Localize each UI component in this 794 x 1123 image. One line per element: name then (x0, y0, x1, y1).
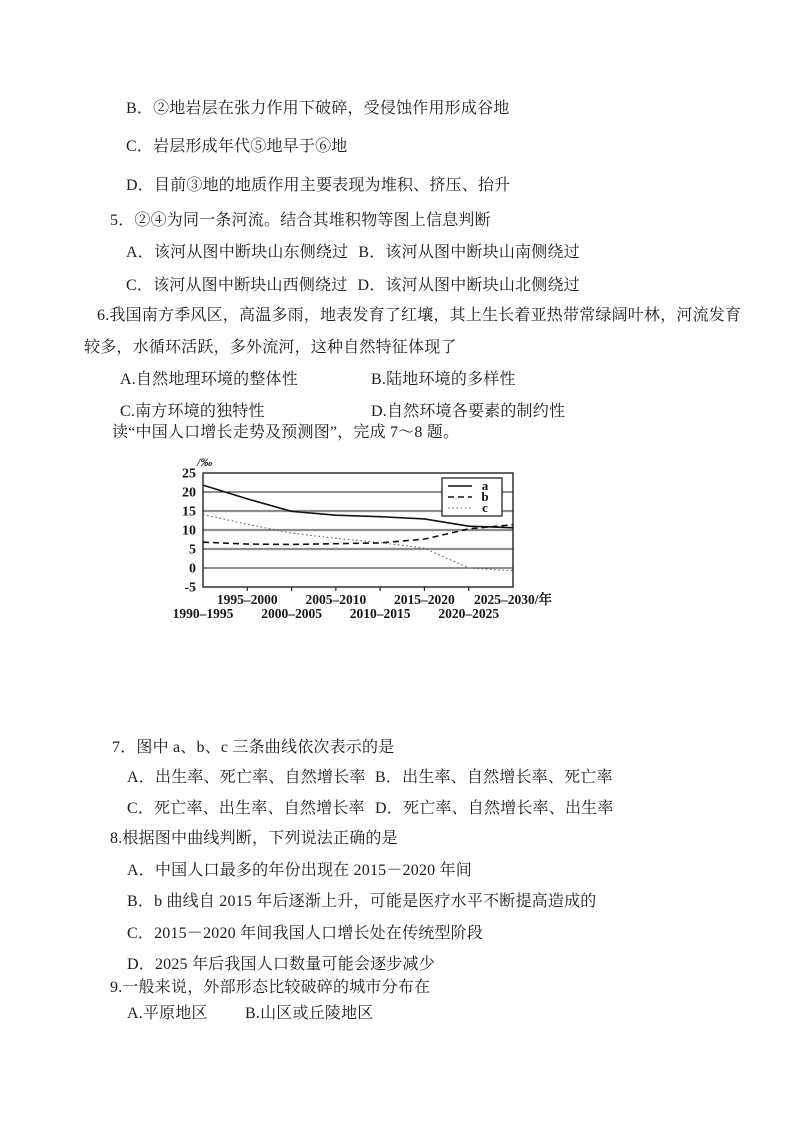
option-7c: C．死亡率、出生率、自然增长率 (127, 800, 365, 817)
question6-options-cd (120, 402, 565, 422)
svg-text:1990–1995: 1990–1995 (172, 606, 234, 621)
question5-options-cd (126, 276, 580, 296)
svg-text:2015–2020: 2015–2020 (394, 592, 455, 607)
option-5b: B．该河从图中断块山南侧绕过 (358, 244, 580, 261)
option-5d: D．该河从图中断块山北侧绕过 (357, 277, 580, 294)
svg-text:c: c (482, 500, 488, 515)
svg-text:b: b (481, 489, 489, 504)
option-7b: B．出生率、自然增长率、死亡率 (375, 769, 613, 786)
option-6b: B.陆地环境的多样性 (371, 371, 516, 388)
option-8b: B．b 曲线自 2015 年后逐渐上升，可能是医疗水平不断提高造成的 (127, 893, 597, 910)
option-6c: C.南方环境的独特性 (120, 403, 265, 420)
option-8c: C．2015－2020 年间我国人口增长处在传统型阶段 (127, 925, 484, 942)
svg-text:/‰: /‰ (197, 455, 213, 469)
option-7d: D．死亡率、自然增长率、出生率 (375, 800, 614, 817)
chart-intro-text: 读“中国人口增长走势及预测图”，完成 7～8 题。 (112, 424, 460, 441)
question6-stem-line1: 6.我国南方季风区，高温多雨，地表发育了红壤，其上生长着亚热带常绿阔叶林，河流发育 (97, 307, 742, 324)
option-5c: C．该河从图中断块山西侧绕过 (126, 277, 348, 294)
question9-options-ab (127, 1004, 373, 1024)
svg-text:20: 20 (182, 485, 196, 501)
prev-option-c: C．岩层形成年代⑤地早于⑥地 (126, 138, 348, 155)
option-6d: D.自然环境各要素的制约性 (371, 403, 566, 420)
prev-option-d: D．目前③地的地质作用主要表现为堆积、挤压、抬升 (126, 177, 511, 194)
svg-text:5: 5 (189, 542, 196, 558)
option-8d: D．2025 年后我国人口数量可能会逐步减少 (127, 956, 435, 973)
question7-options-ab (127, 768, 613, 788)
question5-options-ab (126, 243, 580, 263)
option-6a: A.自然地理环境的整体性 (120, 371, 298, 388)
question6-stem-line2: 较多，水循环活跃，多外流河，这种自然特征体现了 (84, 339, 457, 356)
svg-text:-5: -5 (184, 580, 196, 596)
svg-text:0: 0 (189, 561, 196, 577)
svg-text:25: 25 (182, 466, 196, 482)
option-9b: B.山区或丘陵地区 (245, 1005, 374, 1022)
question7-options-cd (127, 799, 614, 819)
question8-stem: 8.根据图中曲线判断，下列说法正确的是 (110, 830, 398, 847)
question5-stem: 5．②④为同一条河流。结合其堆积物等图上信息判断 (110, 212, 491, 229)
option-8a: A．中国人口最多的年份出现在 2015－2020 年间 (127, 862, 472, 879)
svg-text:2025–2030/年: 2025–2030/年 (473, 592, 553, 607)
svg-text:10: 10 (182, 523, 196, 539)
svg-text:2000–2005: 2000–2005 (261, 606, 322, 621)
svg-text:1995–2000: 1995–2000 (216, 592, 278, 607)
prev-option-b: B．②地岩层在张力作用下破碎，受侵蚀作用形成谷地 (126, 100, 510, 117)
option-5a: A．该河从图中断块山东侧绕过 (126, 244, 349, 261)
svg-text:15: 15 (182, 504, 196, 520)
svg-text:a: a (481, 478, 489, 493)
population-growth-chart (155, 452, 595, 635)
population-chart-svg (155, 452, 595, 630)
svg-text:2020–2025: 2020–2025 (438, 606, 500, 621)
svg-text:2010–2015: 2010–2015 (349, 606, 411, 621)
question7-stem: 7．图中 a、b、c 三条曲线依次表示的是 (112, 739, 395, 756)
option-7a: A．出生率、死亡率、自然增长率 (127, 769, 366, 786)
question9-stem: 9.一般来说，外部形态比较破碎的城市分布在 (110, 979, 431, 996)
question6-options-ab (120, 370, 516, 390)
option-9a: A.平原地区 (127, 1005, 208, 1022)
svg-text:2005–2010: 2005–2010 (305, 592, 367, 607)
